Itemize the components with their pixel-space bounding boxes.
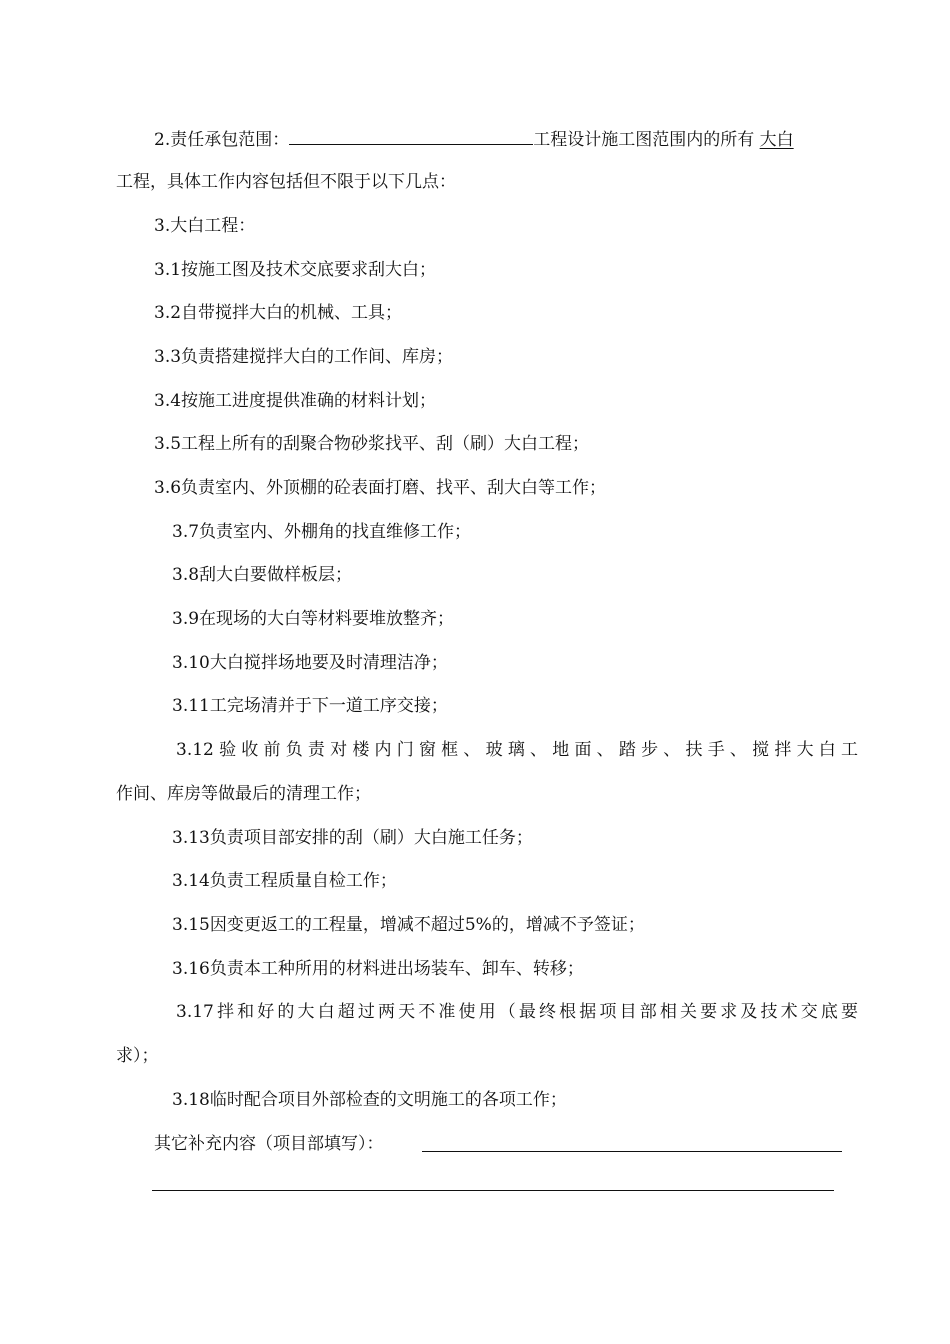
other-content-blank-2 xyxy=(152,1190,834,1191)
list-item-312-line1: 3.12验收前负责对楼内门窗框、玻璃、地面、踏步、扶手、搅拌大白工 xyxy=(176,740,858,760)
list-item: 3.15因变更返工的工程量，增减不超过5%的，增减不予签证； xyxy=(172,915,645,935)
list-item: 3.3负责搭建搅拌大白的工作间、库房； xyxy=(154,347,454,367)
list-item: 3.13负责项目部安排的刮（刷）大白施工任务； xyxy=(172,828,533,848)
list-item: 3.5工程上所有的刮聚合物砂浆找平、刮（刷）大白工程； xyxy=(154,434,590,454)
list-item-312-line2: 作间、库房等做最后的清理工作； xyxy=(116,784,371,804)
list-item: 3.11工完场清并于下一道工序交接； xyxy=(172,696,448,716)
scope-prefix: 2.责任承包范围： xyxy=(154,130,290,150)
list-item: 3.16负责本工种所用的材料进出场装车、卸车、转移； xyxy=(172,959,584,979)
list-item: 3.2自带搅拌大白的机械、工具； xyxy=(154,303,403,323)
scope-underlined: 大白 xyxy=(759,130,794,150)
list-item: 3.10大白搅拌场地要及时清理洁净； xyxy=(172,653,448,673)
other-content-blank-1 xyxy=(422,1151,842,1152)
scope-blank xyxy=(289,126,533,145)
list-item-317-line2: 求）； xyxy=(116,1046,159,1066)
list-item-317-line1: 3.17拌和好的大白超过两天不准使用（最终根据项目部相关要求及技术交底要 xyxy=(176,1002,858,1022)
list-item: 3.1按施工图及技术交底要求刮大白； xyxy=(154,260,437,280)
list-item: 3.9在现场的大白等材料要堆放整齐； xyxy=(172,609,455,629)
list-item: 3.8刮大白要做样板层； xyxy=(172,565,353,585)
section-title: 3.大白工程： xyxy=(154,216,256,236)
other-content-label: 其它补充内容（项目部填写）： xyxy=(154,1134,384,1154)
list-item: 3.7负责室内、外棚角的找直维修工作； xyxy=(172,522,472,542)
scope-middle: 工程设计施工图范围内的所有 xyxy=(533,130,755,150)
list-item: 3.6负责室内、外顶棚的砼表面打磨、找平、刮大白等工作； xyxy=(154,478,607,498)
scope-line xyxy=(154,126,794,152)
list-item: 3.14负责工程质量自检工作； xyxy=(172,871,397,891)
list-item: 3.18临时配合项目外部检查的文明施工的各项工作； xyxy=(172,1090,567,1110)
scope-continuation: 工程，具体工作内容包括但不限于以下几点： xyxy=(116,172,456,192)
list-item: 3.4按施工进度提供准确的材料计划； xyxy=(154,391,437,411)
